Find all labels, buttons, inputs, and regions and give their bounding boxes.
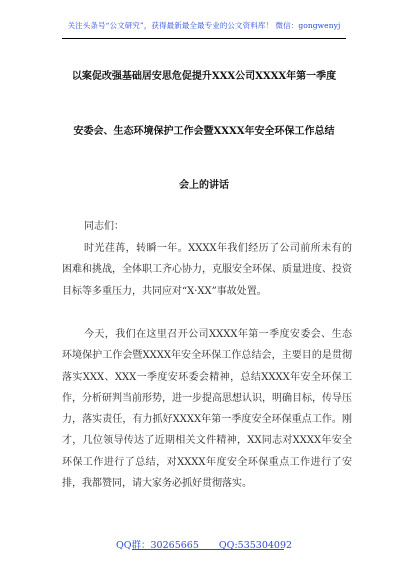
title-line-1: 以案促改强基础居安思危促提升XXX公司XXXX年第一季度 (71, 71, 337, 82)
header-divider (62, 38, 346, 39)
body-paragraph-1: 时光荏苒，转瞬一年。XXXX年我们经历了公司前所未有的困难和挑战，全体职工齐心协力，克服安全环保、质量进度、投资目标等多重压力，共同应对“X·XX”事故处置。 (62, 243, 352, 297)
salutation: 同志们： (84, 221, 124, 232)
title-line-2: 安委会、生态环境保护工作会暨XXXX年安全环保工作总结 (73, 126, 335, 137)
title-line-3: 会上的讲话 (179, 180, 229, 191)
footer-qq-group: QQ群：30265665 (115, 540, 199, 551)
footer-qq-number: QQ:535304092 (218, 540, 293, 551)
header-promo-note: 关注头条号“公文研究”，获得最新最全最专业的公文资料库！ 微信：gongwenyj (67, 21, 341, 30)
body-paragraph-2: 今天，我们在这里召开公司XXXX年第一季度安委会、生态环境保护工作会暨XXXX年安全环保工作总结会，主要目的是贯彻落实XXX、XXX一季度安环委会精神，总结XXXX年安全环保工作，分析研判当前形势，进一步提高思想认识，明确目标，传导压力，落实责任，有力抓好XXXX年第一季度安全环保重点工作。刚才，几位领导传达了近期相关文件精神，XX同志对XXXX年安全环保工作进行了总结，对XXXX年度安全环保重点工作进行了安排，我都赞同，请大家务必抓好贯彻落实。 (62, 329, 352, 490)
footer-underline (132, 549, 284, 550)
